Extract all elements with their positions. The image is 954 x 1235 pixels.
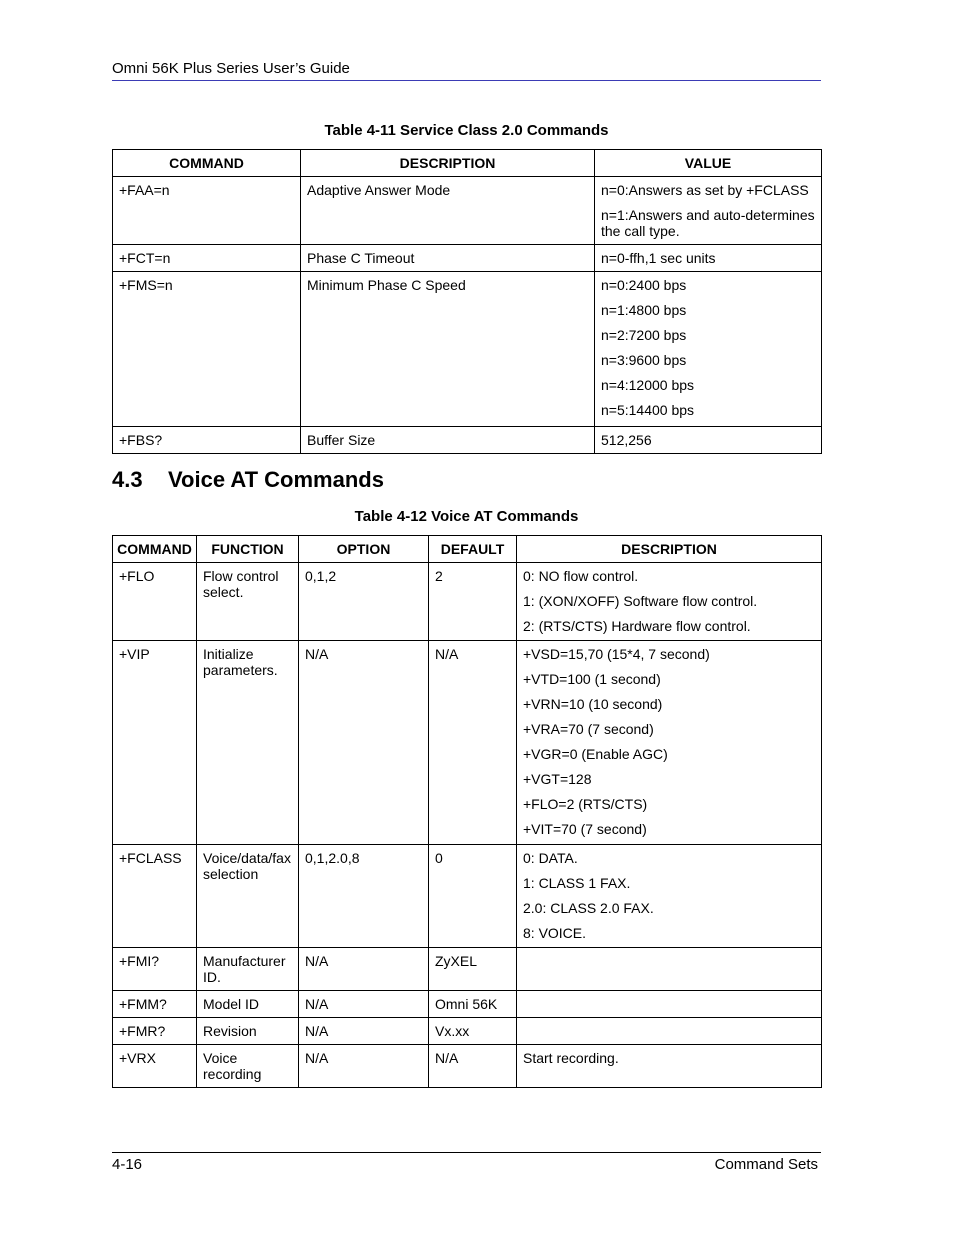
table-row xyxy=(113,427,822,454)
description-cell xyxy=(517,991,822,1018)
section-title: Voice AT Commands xyxy=(168,467,384,492)
cell-line: +VRN=10 (10 second) xyxy=(523,696,663,712)
option-cell: 0,1,2 xyxy=(299,563,429,641)
option-cell: 0,1,2.0,8 xyxy=(299,845,429,948)
description-cell xyxy=(517,1045,822,1088)
command-cell: +FLO xyxy=(113,563,197,641)
cell-line: +VSD=15,70 (15*4, 7 second) xyxy=(523,646,710,662)
service-class-table xyxy=(112,149,822,454)
command-cell: +VRX xyxy=(113,1045,197,1088)
value-cell xyxy=(595,245,822,272)
default-cell: 2 xyxy=(429,563,517,641)
cell-line: +FLO=2 (RTS/CTS) xyxy=(523,796,648,812)
option-cell: N/A xyxy=(299,641,429,845)
voice-commands-table xyxy=(112,535,822,1088)
column-header: OPTION xyxy=(299,536,429,563)
description-cell xyxy=(517,948,822,991)
option-cell: N/A xyxy=(299,1018,429,1045)
command-cell: +FMM? xyxy=(113,991,197,1018)
column-header: DESCRIPTION xyxy=(517,536,822,563)
column-header: COMMAND xyxy=(113,536,197,563)
footer-rule xyxy=(112,1152,821,1153)
cell-line: n=4:12000 bps xyxy=(601,377,695,393)
column-header: COMMAND xyxy=(113,150,301,177)
table-row xyxy=(113,991,822,1018)
description-cell xyxy=(517,563,822,641)
cell-line: 8: VOICE. xyxy=(523,925,587,941)
column-header: DESCRIPTION xyxy=(301,150,595,177)
page-number: 4-16 xyxy=(112,1156,143,1173)
table-row xyxy=(113,272,822,427)
cell-line: n=0:2400 bps xyxy=(601,277,687,293)
column-header: DEFAULT xyxy=(429,536,517,563)
cell-line: n=1:4800 bps xyxy=(601,302,687,318)
function-cell: Initialize parameters. xyxy=(197,641,299,845)
cell-line: +VIT=70 (7 second) xyxy=(523,821,647,837)
function-cell: Voice recording xyxy=(197,1045,299,1088)
value-cell xyxy=(595,427,822,454)
function-cell: Revision xyxy=(197,1018,299,1045)
table-row xyxy=(113,845,822,948)
cell-line: 0: DATA. xyxy=(523,850,578,866)
function-cell: Flow control select. xyxy=(197,563,299,641)
command-cell: +FCLASS xyxy=(113,845,197,948)
cell-line: +VTD=100 (1 second) xyxy=(523,671,661,687)
running-header: Omni 56K Plus Series User’s Guide xyxy=(112,60,350,77)
cell-line: 2: (RTS/CTS) Hardware flow control. xyxy=(523,618,751,634)
cell-line: +VRA=70 (7 second) xyxy=(523,721,654,737)
description-cell: Phase C Timeout xyxy=(301,245,595,272)
cell-line: n=2:7200 bps xyxy=(601,327,687,343)
description-cell: Buffer Size xyxy=(301,427,595,454)
table-row xyxy=(113,245,822,272)
default-cell: 0 xyxy=(429,845,517,948)
function-cell: Manufacturer ID. xyxy=(197,948,299,991)
table-row xyxy=(113,948,822,991)
command-cell: +VIP xyxy=(113,641,197,845)
default-cell: Omni 56K xyxy=(429,991,517,1018)
cell-line: n=1:Answers and auto-determines the call type. xyxy=(601,207,815,239)
cell-line: +VGR=0 (Enable AGC) xyxy=(523,746,668,762)
footer-section: Command Sets xyxy=(714,1156,818,1173)
value-cell xyxy=(595,272,822,427)
description-cell xyxy=(517,1018,822,1045)
table-caption: Table 4-11 Service Class 2.0 Commands xyxy=(324,122,609,139)
cell-line: 512,256 xyxy=(601,432,652,448)
cell-line: +VGT=128 xyxy=(523,771,592,787)
column-header: VALUE xyxy=(595,150,822,177)
cell-line: 1: (XON/XOFF) Software flow control. xyxy=(523,593,758,609)
default-cell: N/A xyxy=(429,1045,517,1088)
table-row xyxy=(113,563,822,641)
cell-line: Start recording. xyxy=(523,1050,619,1066)
cell-line: n=0-ffh,1 sec units xyxy=(601,250,716,266)
option-cell: N/A xyxy=(299,991,429,1018)
value-cell xyxy=(595,177,822,245)
description-cell xyxy=(517,845,822,948)
table-row xyxy=(113,177,822,245)
section-number: 4.3 xyxy=(112,467,143,492)
default-cell: ZyXEL xyxy=(429,948,517,991)
table-caption: Table 4-12 Voice AT Commands xyxy=(354,508,579,525)
table-header-row xyxy=(113,150,822,177)
header-rule xyxy=(112,80,821,81)
cell-line: n=5:14400 bps xyxy=(601,402,695,418)
table-row xyxy=(113,1045,822,1088)
cell-line: 0: NO flow control. xyxy=(523,568,639,584)
table-row xyxy=(113,641,822,845)
cell-line: 1: CLASS 1 FAX. xyxy=(523,875,631,891)
function-cell: Voice/data/fax selection xyxy=(197,845,299,948)
option-cell: N/A xyxy=(299,1045,429,1088)
cell-line: 2.0: CLASS 2.0 FAX. xyxy=(523,900,654,916)
command-cell: +FAA=n xyxy=(113,177,301,245)
command-cell: +FMS=n xyxy=(113,272,301,427)
section-heading xyxy=(112,467,384,493)
function-cell: Model ID xyxy=(197,991,299,1018)
column-header: FUNCTION xyxy=(197,536,299,563)
cell-line: n=3:9600 bps xyxy=(601,352,687,368)
command-cell: +FMR? xyxy=(113,1018,197,1045)
description-cell: Minimum Phase C Speed xyxy=(301,272,595,427)
default-cell: N/A xyxy=(429,641,517,845)
table-row xyxy=(113,1018,822,1045)
description-cell xyxy=(517,641,822,845)
default-cell: Vx.xx xyxy=(429,1018,517,1045)
description-cell: Adaptive Answer Mode xyxy=(301,177,595,245)
command-cell: +FBS? xyxy=(113,427,301,454)
cell-line: n=0:Answers as set by +FCLASS xyxy=(601,182,809,198)
command-cell: +FMI? xyxy=(113,948,197,991)
option-cell: N/A xyxy=(299,948,429,991)
table-header-row xyxy=(113,536,822,563)
command-cell: +FCT=n xyxy=(113,245,301,272)
